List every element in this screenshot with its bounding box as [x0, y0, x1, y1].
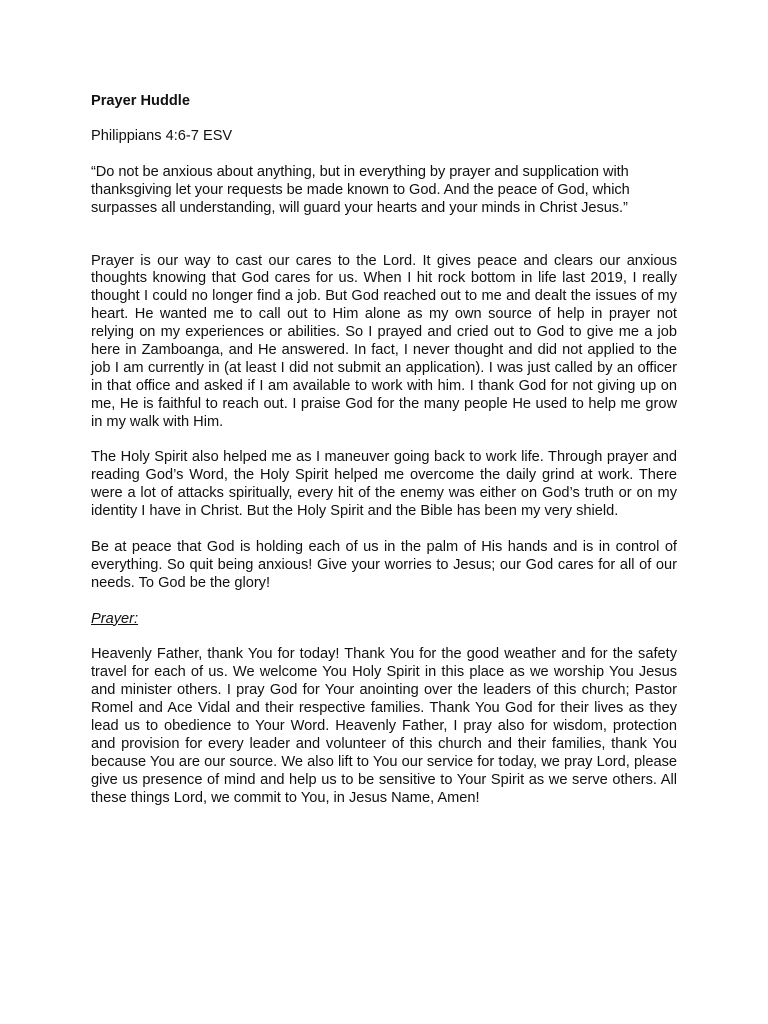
scripture-reference: Philippians 4:6-7 ESV	[91, 127, 233, 144]
document-body	[91, 93, 677, 825]
body-paragraph: The Holy Spirit also helped me as I maneuver going back to work life. Through prayer and reading God’s Word, the Holy Spirit helped me overcome the daily grind at work. There were a lot of attacks spiritually, every hit of the enemy was either on God’s truth or on my identity I have in Christ. But the Holy Spirit and the Bible has been my very shield.	[91, 449, 677, 520]
body-paragraph: Be at peace that God is holding each of us in the palm of His hands and is in control of everything. So quit being anxious! Give your worries to Jesus; our God cares for all of our needs. To God be the glory!	[91, 539, 677, 591]
document-title: Prayer Huddle	[91, 93, 190, 109]
prayer-text: Heavenly Father, thank You for today! Thank You for the good weather and for the safety travel for each of us. We welcome You Holy Spirit in this place as we worship You Jesus and minister others. I pray God for Your anointing over the leaders of this church; Pastor Romel and Ace Vidal and their respective families. Thank You God for their lives as they lead us to obedience to Your Word. Heavenly Father, I pray also for wisdom, protection and provision for every leader and volunteer of this church and their families, thank You because You are our source. We also lift to You our service for today, we pray Lord, please give us presence of mind and help us to be sensitive to Your Spirit as we serve others. All these things Lord, we commit to You, in Jesus Name, Amen!	[91, 646, 677, 806]
prayer-heading: Prayer:	[91, 610, 139, 627]
scripture-quote: “Do not be anxious about anything, but in everything by prayer and supplication with thanksgiving let your requests be made known to God. And the peace of God, which surpasses all understanding, will guard your hearts and your minds in Christ Jesus.”	[91, 163, 630, 216]
body-paragraph: Prayer is our way to cast our cares to the Lord. It gives peace and clears our anxious thoughts knowing that God cares for us. When I hit rock bottom in life last 2019, I really thought I could no longer find a job. But God reached out to me and dealt the issues of my heart. He wanted me to call out to Him alone as my own source of help in prayer not relying on my experiences or abilities. So I prayed and cried out to God to give me a job here in Zamboanga, and He answered. In fact, I never thought and did not applied to the job I am currently in (at least I did not submit an application). I was just called by an officer in that office and asked if I am available to work with him. I thank God for not giving up on me, He is faithful to reach out. I praise God for the many people He used to help me grow in my walk with Him.	[91, 252, 677, 430]
